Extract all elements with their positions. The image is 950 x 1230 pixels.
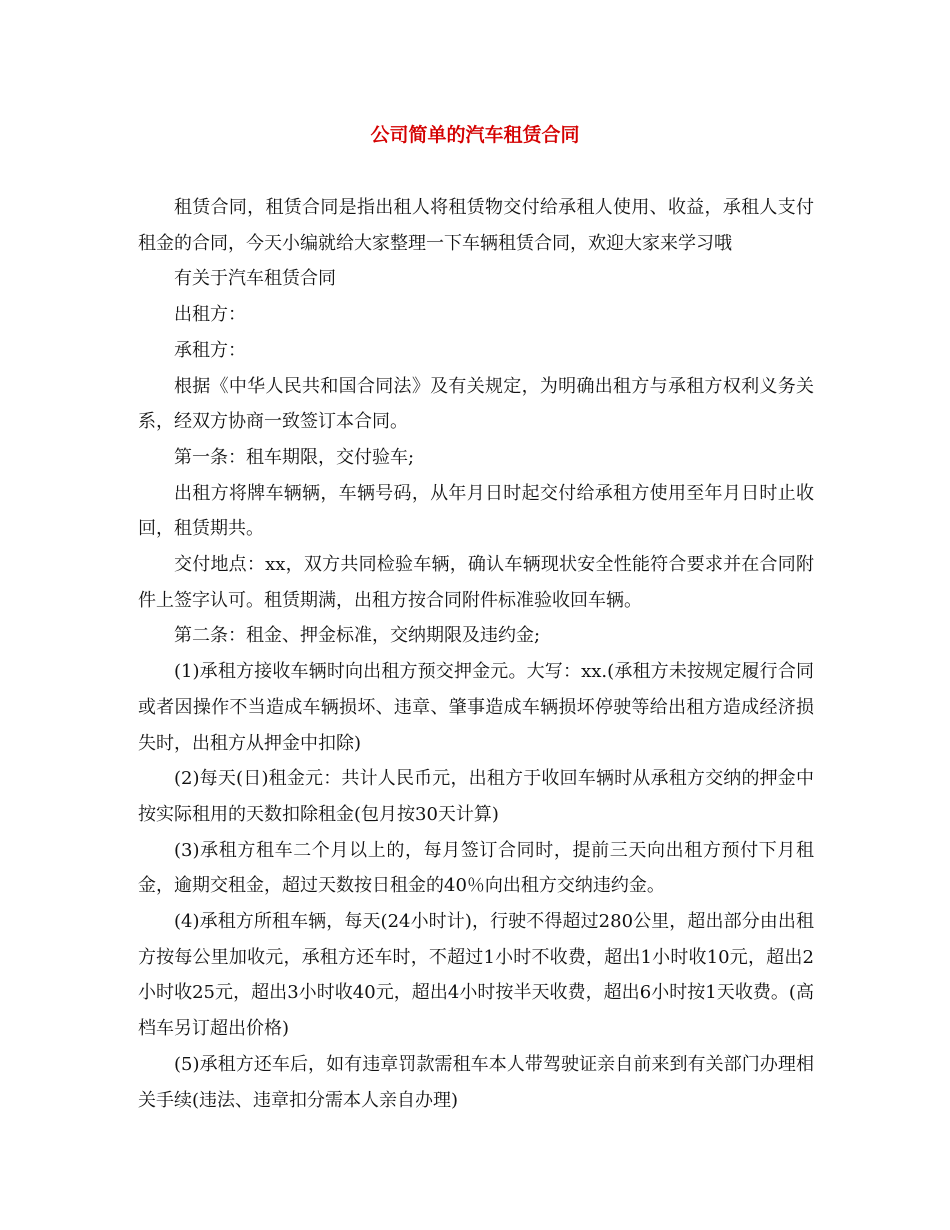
paragraph-basis: 根据《中华人民共和国合同法》及有关规定，为明确出租方与承租方权利义务关系，经双方协商一致签订本合同。 <box>138 375 814 433</box>
paragraph-intro: 租赁合同，租赁合同是指出租人将租赁物交付给承租人使用、收益，承租人支付租金的合同，今天小编就给大家整理一下车辆租赁合同，欢迎大家来学习哦 <box>138 197 814 254</box>
paragraph-clause-2: (2)每天(日)租金元：共计人民币元，出租方于收回车辆时从承租方交纳的押金中按实际租用的天数扣除租金(包月按30天计算) <box>138 768 814 825</box>
paragraph-clause-5: (5)承租方还车后，如有违章罚款需租车本人带驾驶证亲自前来到有关部门办理相关手续(违法、违章扣分需本人亲自办理) <box>138 1053 814 1111</box>
paragraph-clause-3: (3)承租方租车二个月以上的，每月签订合同时，提前三天向出租方预付下月租金，逾期交租金，超过天数按日租金的40％向出租方交纳违约金。 <box>138 839 814 897</box>
paragraph-article-1: 第一条：租车期限，交付验车; <box>174 446 415 468</box>
paragraph-lessor: 出租方： <box>174 304 246 326</box>
paragraph-article-2: 第二条：租金、押金标准，交纳期限及违约金; <box>174 625 541 647</box>
paragraph-heading: 有关于汽车租赁合同 <box>174 268 336 290</box>
paragraph-clause-4: (4)承租方所租车辆，每天(24小时计)，行驶不得超过280公里，超出部分由出租方按每公里加收元，承租方还车时，不超过1小时不收费，超出1小时收10元，超出2小时收25元，超出3小时收40元，超出4小时按半天收费，超出6小时按1天收费。(高档车另订超出价格) <box>138 911 814 1040</box>
document-title: 公司简单的汽车租赁合同 <box>370 124 580 146</box>
paragraph-lessee: 承租方： <box>174 339 246 361</box>
paragraph-vehicle: 出租方将牌车辆辆，车辆号码，从年月日时起交付给承租方使用至年月日时止收回，租赁期共。 <box>138 482 814 540</box>
document-body <box>138 190 814 1118</box>
paragraph-delivery: 交付地点：xx，双方共同检验车辆，确认车辆现状安全性能符合要求并在合同附件上签字认可。租赁期满，出租方按合同附件标准验收回车辆。 <box>138 554 814 611</box>
paragraph-clause-1: (1)承租方接收车辆时向出租方预交押金元。大写：xx.(承租方未按规定履行合同或者因操作不当造成车辆损坏、违章、肇事造成车辆损坏停驶等给出租方造成经济损失时，出租方从押金中扣除) <box>138 661 814 754</box>
